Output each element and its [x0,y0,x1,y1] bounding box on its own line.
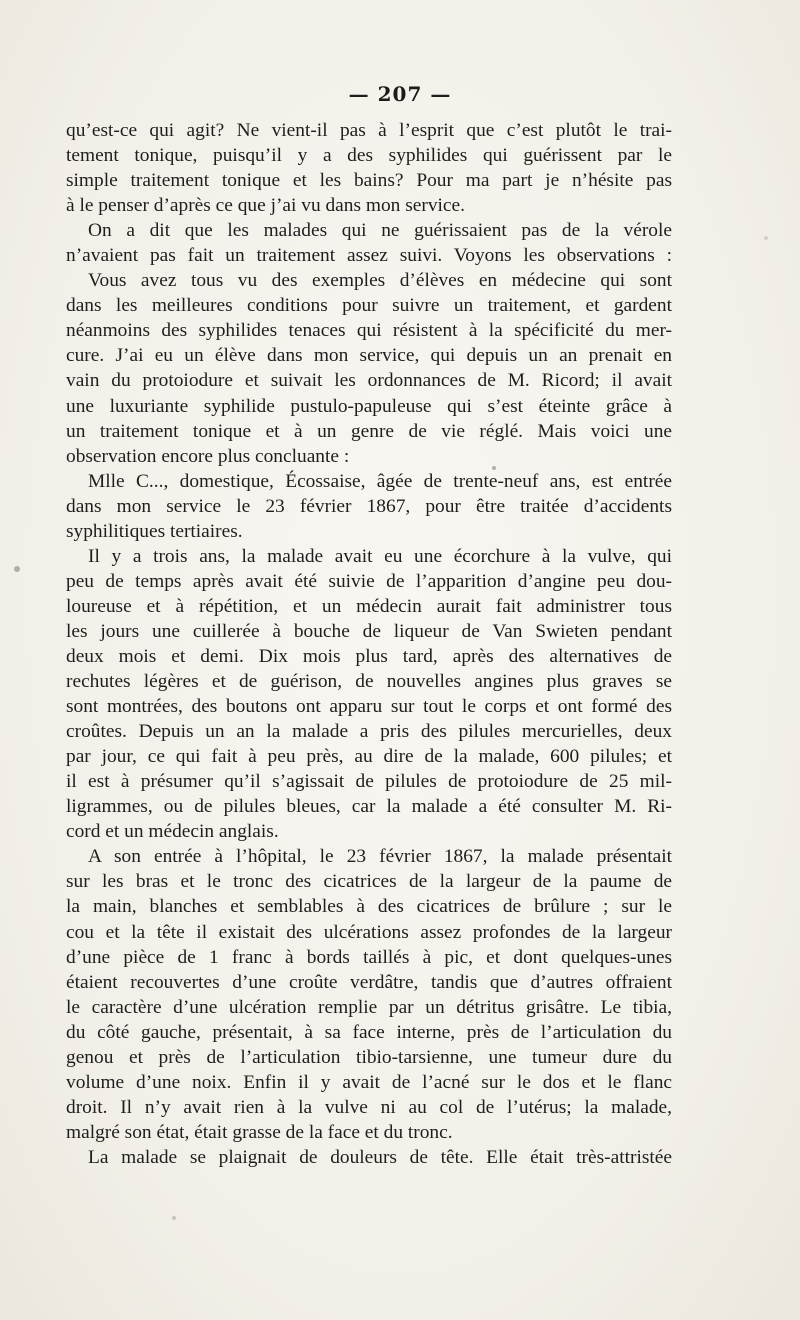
body-text [66,118,672,1170]
text-line: La malade se plaignait de douleurs de tête. Elle était très-attristée [88,1146,672,1168]
text-line: tement tonique, puisqu’il y a des syphilides qui guérissent par le [66,145,672,167]
text-line: syphilitiques tertiaires. [66,520,243,542]
text-line: deux mois et demi. Dix mois plus tard, après des alternatives de [66,645,672,667]
text-line: cure. J’ai eu un élève dans mon service, qui depuis un an prenait en [66,345,672,367]
text-line: sur les bras et le tronc des cicatrices de la largeur de la paume de [66,871,672,893]
text-line: A son entrée à l’hôpital, le 23 février 1867, la malade présentait [88,846,672,868]
text-line: un traitement tonique et à un genre de vie réglé. Mais voici une [66,420,672,442]
text-line: dans mon service le 23 février 1867, pour être traitée d’accidents [66,495,672,517]
text-line: d’une pièce de 1 franc à bords taillés à pic, et dont quelques-unes [66,946,672,968]
ink-speck [764,236,768,240]
text-line: étaient recouvertes d’une croûte verdâtre, tandis que d’autres offraient [66,971,672,993]
text-line: à le penser d’après ce que j’ai vu dans mon service. [66,195,465,217]
text-line: simple traitement tonique et les bains? Pour ma part je n’hésite pas [66,170,672,192]
ink-speck [14,566,20,572]
text-line: cou et la tête il existait des ulcérations assez profondes de la largeur [66,921,672,943]
text-line: sont montrées, des boutons ont apparu sur tout le corps et ont formé des [66,696,672,718]
text-line: On a dit que les malades qui ne guérissaient pas de la vérole [88,220,672,242]
text-line: Il y a trois ans, la malade avait eu une écorchure à la vulve, qui [88,545,672,567]
text-line: qu’est-ce qui agit? Ne vient-il pas à l’esprit que c’est plutôt le trai- [66,120,672,141]
text-line: loureuse et à répétition, et un médecin aurait fait administrer tous [66,595,672,617]
text-line: le caractère d’une ulcération remplie par un détritus grisâtre. Le tibia, [66,996,672,1018]
ink-speck [172,1216,176,1220]
text-line: genou et près de l’articulation tibio-tarsienne, une tumeur dure du [66,1046,672,1068]
text-line: droit. Il n’y avait rien à la vulve ni au col de l’utérus; la malade, [66,1096,672,1118]
text-line: la main, blanches et semblables à des cicatrices de brûlure ; sur le [66,896,672,918]
text-line: Vous avez tous vu des exemples d’élèves en médecine qui sont [88,270,672,292]
text-line: malgré son état, était grasse de la face et du tronc. [66,1121,453,1143]
text-line: du côté gauche, présentait, à sa face interne, près de l’articulation du [66,1021,672,1043]
text-line: cord et un médecin anglais. [66,821,279,843]
ink-speck [492,466,496,470]
text-line: les jours une cuillerée à bouche de liqueur de Van Swieten pendant [66,620,672,642]
text-line: ligrammes, ou de pilules bleues, car la malade a été consulter M. Ri- [66,796,672,818]
text-line: observation encore plus concluante : [66,445,350,467]
text-line: une luxuriante syphilide pustulo-papuleuse qui s’est éteinte grâce à [66,395,672,417]
text-line: dans les meilleures conditions pour suivre un traitement, et gardent [66,295,672,317]
text-line: Mlle C..., domestique, Écossaise, âgée de trente-neuf ans, est entrée [88,470,672,492]
text-line: rechutes légères et de guérison, de nouvelles angines plus graves se [66,671,672,693]
text-line: vain du protoiodure et suivait les ordonnances de M. Ricord; il avait [66,370,672,392]
text-line: croûtes. Depuis un an la malade a pris des pilules mercurielles, deux [66,721,672,743]
text-line: néanmoins des syphilides tenaces qui résistent à la spécificité du mer- [66,320,672,342]
text-line: peu de temps après avait été suivie de l’apparition d’angine peu dou- [66,570,672,592]
text-line: n’avaient pas fait un traitement assez suivi. Voyons les observations : [66,245,672,267]
text-line: par jour, ce qui fait à peu près, au dire de la malade, 600 pilules; et [66,746,672,768]
text-line: volume d’une noix. Enfin il y avait de l’acné sur le dos et le flanc [66,1071,672,1093]
text-line: il est à présumer qu’il s’agissait de pilules de protoiodure de 25 mil- [66,771,672,793]
page-number: — 207 — [348,82,452,106]
